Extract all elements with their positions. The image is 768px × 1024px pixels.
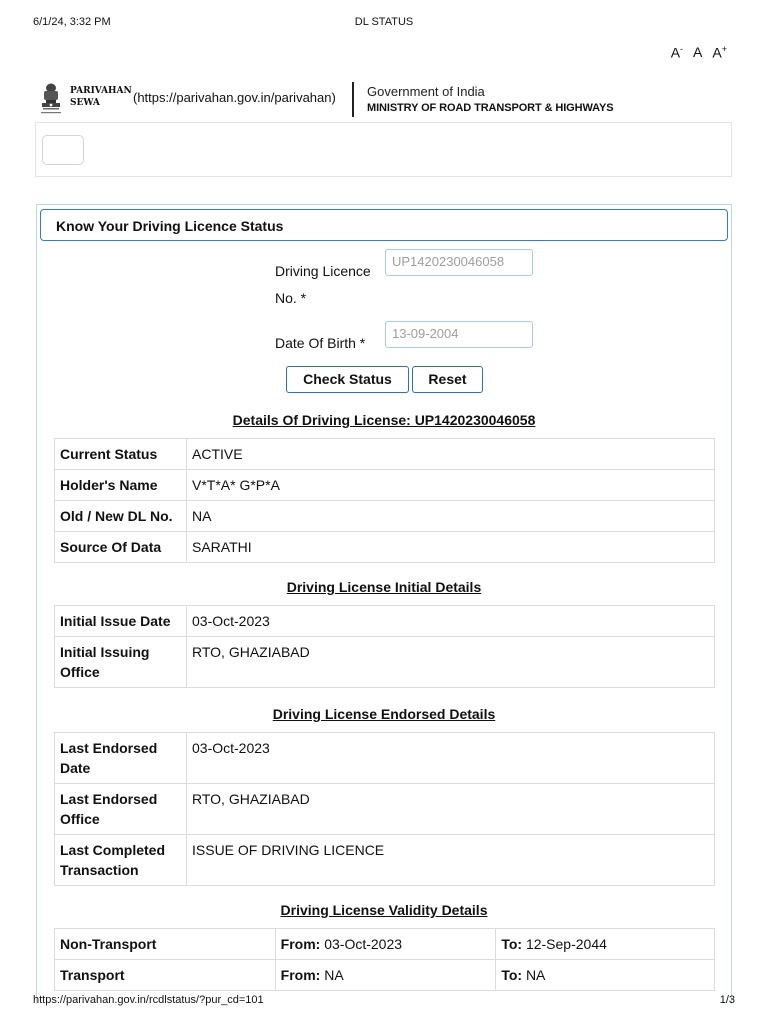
government-of-india: Government of India	[367, 84, 485, 99]
parivahan-link[interactable]: (https://parivahan.gov.in/parivahan)	[133, 90, 336, 105]
table-row	[55, 439, 715, 470]
table-row	[55, 733, 715, 784]
initial-value: RTO, GHAZIABAD	[187, 637, 715, 688]
navbar	[35, 122, 732, 177]
endorsed-value: ISSUE OF DRIVING LICENCE	[187, 835, 715, 886]
print-page-number: 1/3	[719, 994, 735, 1006]
parivahan-sewa-logo[interactable]	[70, 85, 132, 109]
from-value: 03-Oct-2023	[324, 936, 403, 952]
site-header	[38, 80, 738, 120]
dob-input[interactable]: 13-09-2004	[385, 321, 533, 348]
details-key: Source Of Data	[55, 532, 187, 563]
table-row	[55, 835, 715, 886]
print-url: https://parivahan.gov.in/rcdlstatus/?pur_cd=101	[33, 994, 264, 1006]
initial-key: Initial Issue Date	[55, 606, 187, 637]
initial-key: Initial Issuing Office	[55, 637, 187, 688]
details-value: SARATHI	[187, 532, 715, 563]
to-value: 12-Sep-2044	[525, 936, 607, 952]
details-value: NA	[187, 501, 715, 532]
initial-value: 03-Oct-2023	[187, 606, 715, 637]
dl-number-label-required: No. *	[275, 290, 307, 306]
normal-font-button[interactable]: A	[693, 44, 703, 60]
brand-line-1: PARIVAHAN	[70, 86, 132, 96]
ministry-name: MINISTRY OF ROAD TRANSPORT & HIGHWAYS	[367, 102, 614, 114]
table-row	[55, 784, 715, 835]
dob-label: Date Of Birth *	[275, 335, 366, 351]
table-row	[55, 532, 715, 563]
increase-font-sup: +	[721, 44, 727, 54]
card-title: Know Your Driving Licence Status	[40, 209, 728, 241]
brand-line-2: SEWA	[70, 98, 100, 108]
print-date: 6/1/24, 3:32 PM	[33, 16, 111, 28]
details-key: Holder's Name	[55, 470, 187, 501]
endorsed-key: Last Completed Transaction	[55, 835, 187, 886]
validity-from	[275, 960, 496, 991]
table-row	[55, 501, 715, 532]
print-header	[33, 16, 735, 30]
details-value: ACTIVE	[187, 439, 715, 470]
validity-from	[275, 929, 496, 960]
endorsed-key: Last Endorsed Office	[55, 784, 187, 835]
validity-details-title: Driving License Validity Details	[280, 902, 488, 918]
validity-type: Non-Transport	[55, 929, 276, 960]
decrease-font-button[interactable]	[671, 44, 683, 61]
dl-status-card	[36, 204, 732, 1004]
from-label: From:	[280, 936, 321, 952]
dl-number-label: Driving Licence	[275, 263, 371, 279]
details-key: Old / New DL No.	[55, 501, 187, 532]
check-status-button[interactable]: Check Status	[286, 366, 409, 393]
endorsed-details-title: Driving License Endorsed Details	[272, 706, 496, 722]
table-row	[55, 960, 715, 991]
decrease-font-label: A	[670, 44, 681, 61]
details-value: V*T*A* G*P*A	[187, 470, 715, 501]
increase-font-label: A	[712, 44, 722, 61]
table-row	[55, 470, 715, 501]
validity-to	[496, 929, 715, 960]
table-row	[55, 929, 715, 960]
endorsed-details-table	[54, 732, 715, 886]
decrease-font-sup: -	[680, 44, 684, 54]
dl-number-input[interactable]: UP1420230046058	[385, 249, 533, 276]
reset-button[interactable]: Reset	[412, 366, 483, 393]
header-divider	[352, 82, 354, 117]
print-title: DL STATUS	[354, 16, 414, 28]
details-title: Details Of Driving License: UP1420230046058	[232, 412, 536, 428]
font-size-controls	[671, 44, 727, 61]
validity-type: Transport	[55, 960, 276, 991]
increase-font-button[interactable]	[712, 44, 727, 61]
table-row	[55, 606, 715, 637]
from-value: NA	[324, 967, 344, 983]
to-label: To:	[501, 967, 523, 983]
to-value: NA	[525, 967, 546, 983]
endorsed-key: Last Endorsed Date	[55, 733, 187, 784]
endorsed-value: RTO, GHAZIABAD	[187, 784, 715, 835]
table-row	[55, 637, 715, 688]
validity-details-table	[54, 928, 715, 991]
to-label: To:	[501, 936, 523, 952]
endorsed-value: 03-Oct-2023	[187, 733, 715, 784]
validity-to	[496, 960, 715, 991]
details-table	[54, 438, 715, 563]
menu-toggle-button[interactable]	[42, 135, 84, 165]
initial-details-title: Driving License Initial Details	[286, 579, 482, 595]
from-label: From:	[280, 967, 321, 983]
print-footer	[33, 994, 735, 1008]
national-emblem-icon	[38, 82, 64, 118]
initial-details-table	[54, 605, 715, 688]
details-key: Current Status	[55, 439, 187, 470]
